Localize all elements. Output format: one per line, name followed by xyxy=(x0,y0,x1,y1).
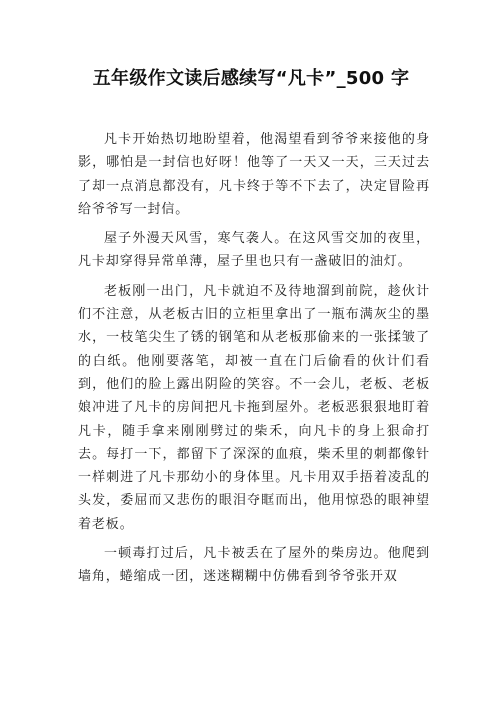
paragraph-1: 凡卡开始热切地盼望着，他渴望看到爷爷来接他的身影，哪怕是一封信也好呀！他等了一天又一天，三天过去了却一点消息都没有，凡卡终于等不下去了，决定冒险再给爷爷写一封信。 xyxy=(78,132,430,217)
document-title: 五年级作文读后感续写“凡卡”_500 字 xyxy=(92,68,410,89)
paragraph-3: 老板刚一出门，凡卡就迫不及待地溜到前院，趁伙计们不注意，从老板古旧的立柜里拿出了一瓶布满灰尘的墨水，一枝笔尖生了锈的钢笔和从老板那偷来的一张揉皱了的白纸。他刚要落笔，却被一直在门后偷看的伙计们看到，他们的脸上露出阴险的笑容。不一会儿，老板、老板娘冲进了凡卡的房间把凡卡拖到屋外。老板恶狠狠地盯着凡卡，随手拿来刚刚劈过的柴禾，向凡卡的身上狠命打去。每打一下，都留下了深深的血痕，柴禾里的刺都像针一样刺进了凡卡那幼小的身体里。凡卡用双手捂着凌乱的头发，委屈而又悲伤的眼泪夺眶而出，他用惊恐的眼神望着老板。 xyxy=(78,283,430,532)
paragraph-2: 屋子外漫天风雪，寒气袭人。在这风雪交加的夜里，凡卡却穿得异常单薄，屋子里也只有一盏破旧的油灯。 xyxy=(78,231,430,270)
paragraph-4: 一顿毒打过后，凡卡被丢在了屋外的柴房边。他爬到墙角，蜷缩成一团，迷迷糊糊中仿佛看到爷爷张开双 xyxy=(78,546,430,585)
